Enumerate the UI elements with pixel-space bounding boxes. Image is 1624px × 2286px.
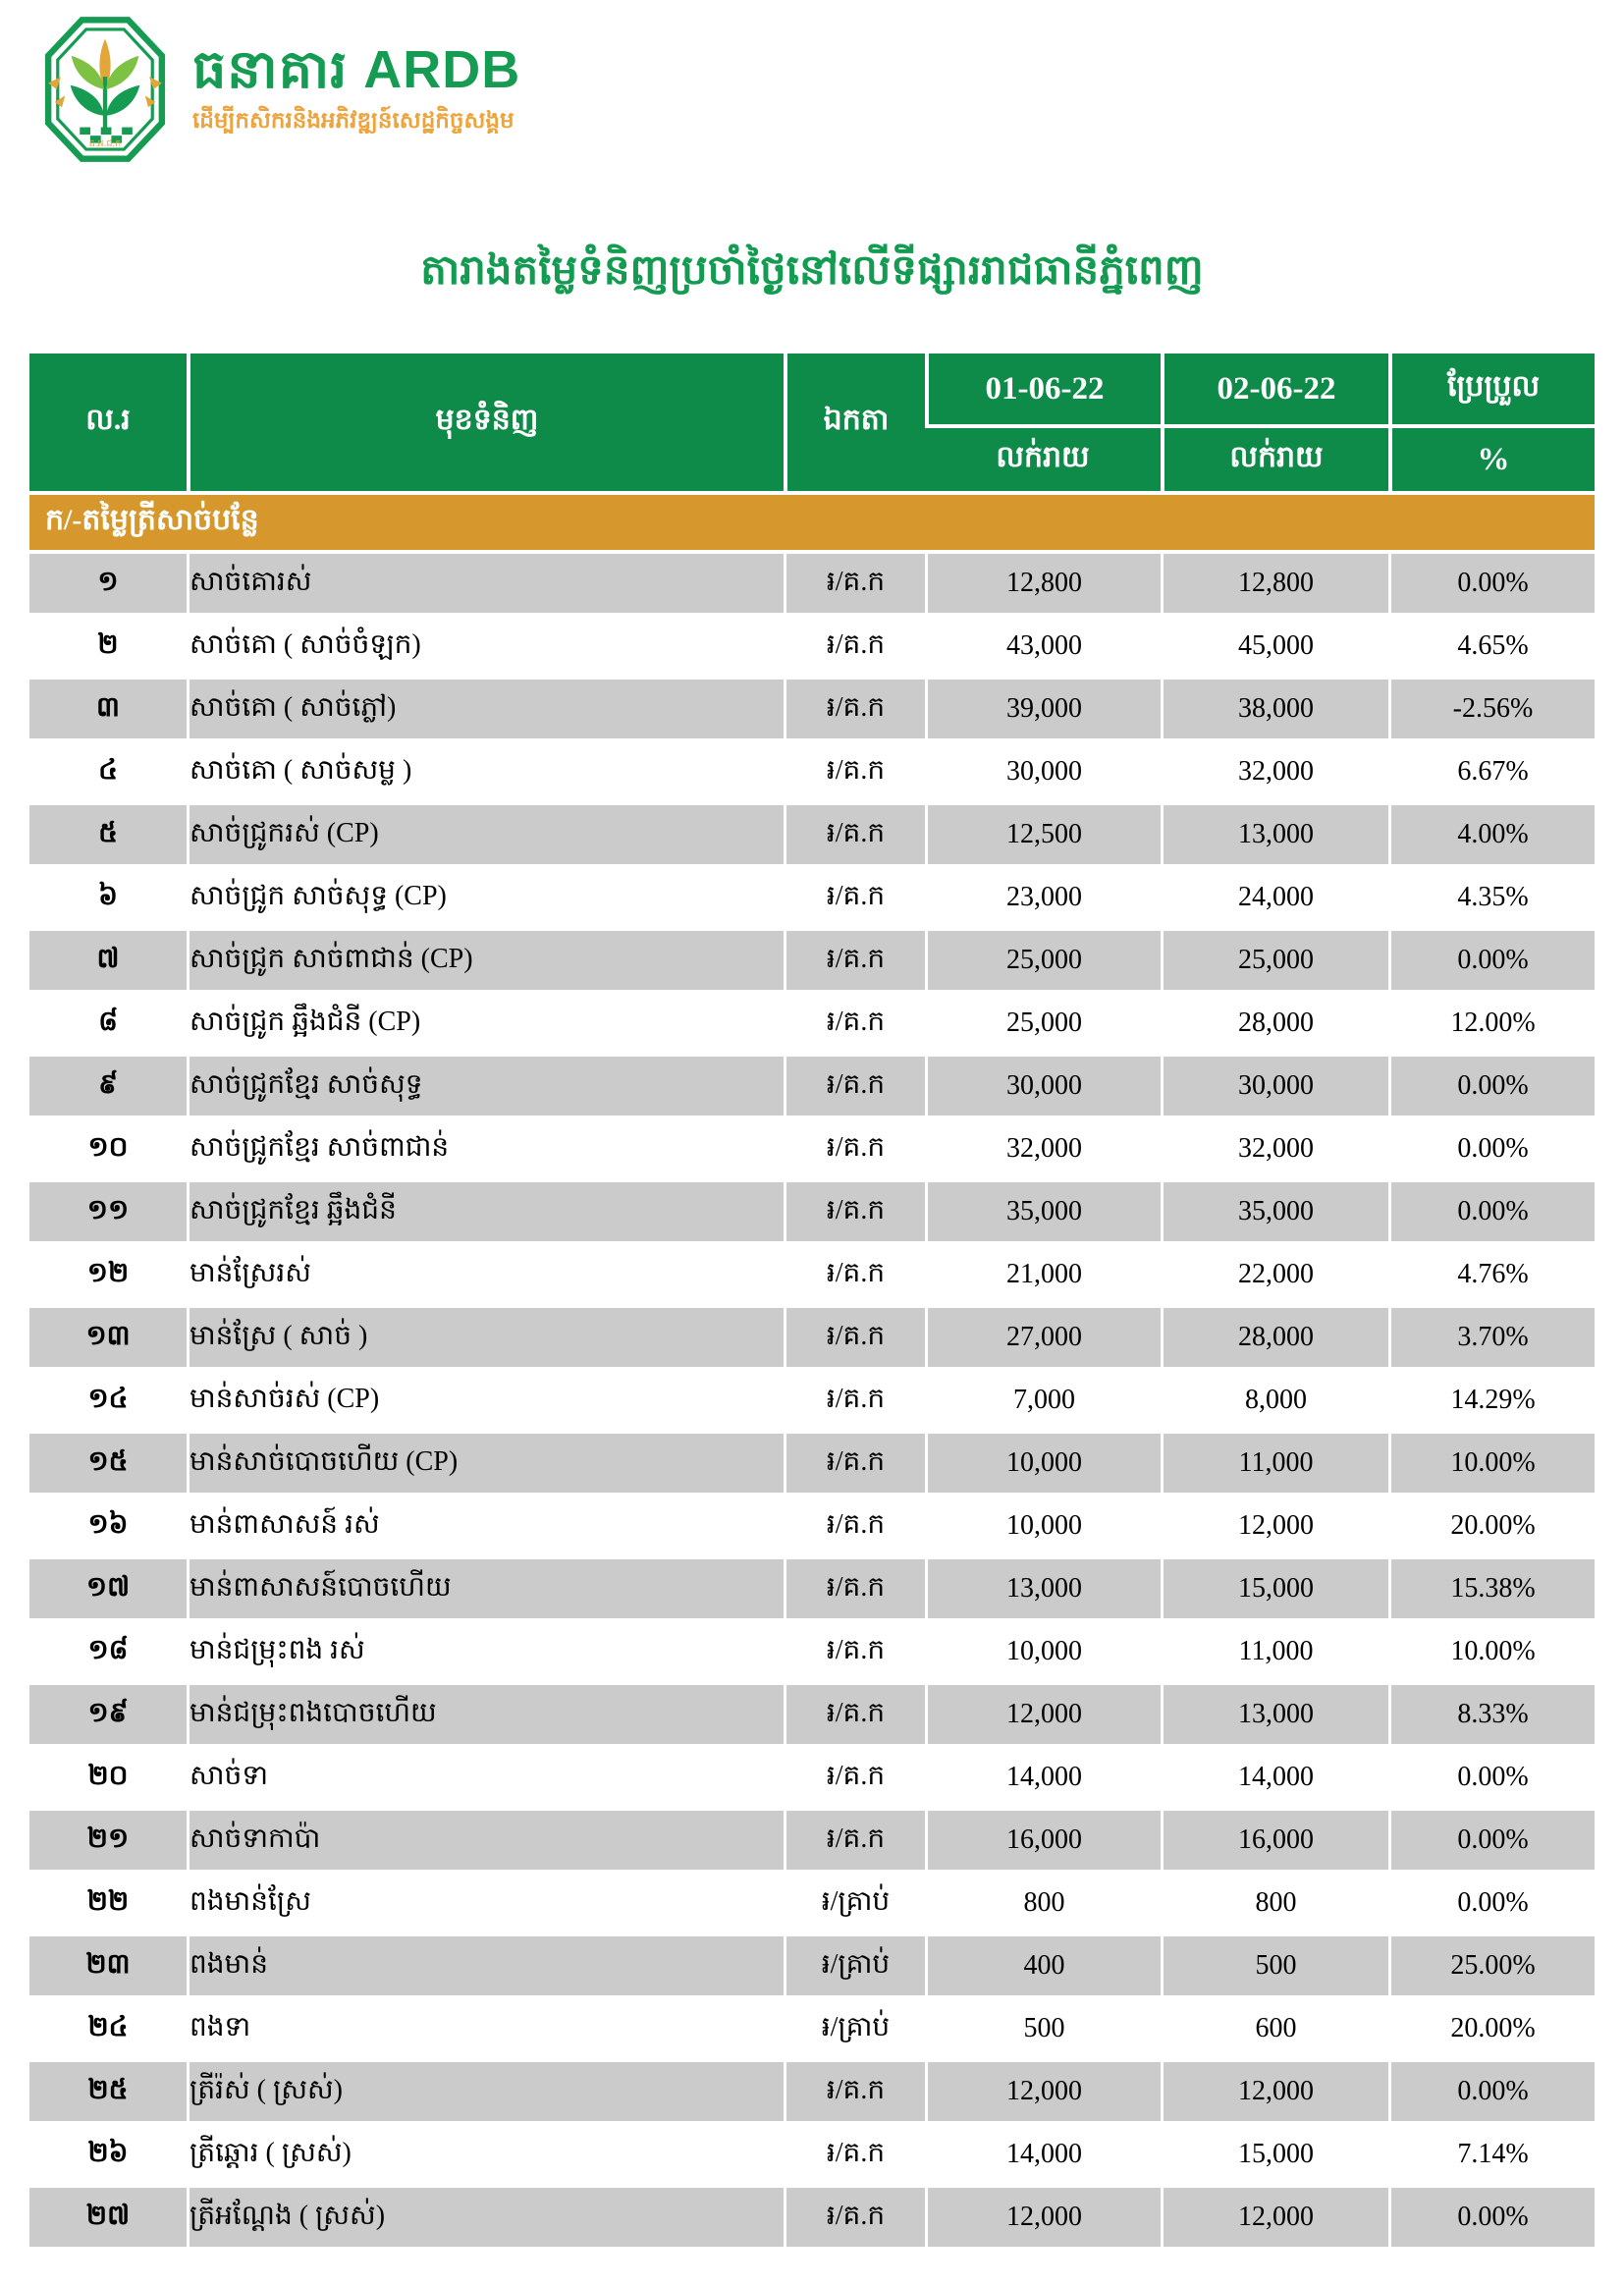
cell-name: មាន់សាច់រស់ (CP) xyxy=(187,1371,784,1434)
cell-unit: ៛/គ.ក xyxy=(784,617,925,680)
cell-unit: ៛/គ.ក xyxy=(784,868,925,931)
cell-price2: 28,000 xyxy=(1161,994,1388,1057)
cell-unit: ៛/គ.ក xyxy=(784,1434,925,1497)
cell-price1: 14,000 xyxy=(925,1748,1161,1811)
table-header xyxy=(29,354,1595,495)
cell-no: ១២ xyxy=(29,1245,187,1308)
cell-no: ១ xyxy=(29,554,187,617)
cell-price1: 10,000 xyxy=(925,1497,1161,1559)
cell-price2: 800 xyxy=(1161,1874,1388,1936)
header-unit: ឯកតា xyxy=(784,354,925,495)
cell-price2: 24,000 xyxy=(1161,868,1388,931)
table-row xyxy=(29,680,1595,742)
table-row xyxy=(29,2125,1595,2188)
cell-unit: ៛/គ.ក xyxy=(784,1057,925,1119)
table-row xyxy=(29,1497,1595,1559)
cell-no: ១១ xyxy=(29,1182,187,1245)
cell-no: ២៥ xyxy=(29,2062,187,2125)
cell-unit: ៛/គ.ក xyxy=(784,2188,925,2251)
cell-no: ២៤ xyxy=(29,1999,187,2062)
cell-name: សាច់ជ្រូកខ្មែរ សាច់សុទ្ធ xyxy=(187,1057,784,1119)
cell-unit: ៛/គ.ក xyxy=(784,805,925,868)
cell-price2: 30,000 xyxy=(1161,1057,1388,1119)
cell-price2: 15,000 xyxy=(1161,1559,1388,1622)
cell-change: 0.00% xyxy=(1388,2062,1595,2125)
cell-price2: 11,000 xyxy=(1161,1622,1388,1685)
cell-no: ៦ xyxy=(29,868,187,931)
cell-unit: ៛/គ.ក xyxy=(784,680,925,742)
cell-no: ៤ xyxy=(29,742,187,805)
cell-name: សាច់គោរស់ xyxy=(187,554,784,617)
cell-change: 0.00% xyxy=(1388,554,1595,617)
table-row xyxy=(29,1245,1595,1308)
cell-no: ៥ xyxy=(29,805,187,868)
cell-price1: 12,000 xyxy=(925,1685,1161,1748)
cell-price2: 500 xyxy=(1161,1936,1388,1999)
ardb-logo-icon xyxy=(37,16,173,163)
cell-name: ពងមាន់ស្រែ xyxy=(187,1874,784,1936)
table-row xyxy=(29,1622,1595,1685)
cell-price1: 43,000 xyxy=(925,617,1161,680)
cell-price1: 27,000 xyxy=(925,1308,1161,1371)
cell-name: សាច់ទា xyxy=(187,1748,784,1811)
cell-price2: 12,800 xyxy=(1161,554,1388,617)
cell-no: ២១ xyxy=(29,1811,187,1874)
table-row xyxy=(29,1874,1595,1936)
header-date-2: 02-06-22 xyxy=(1161,354,1388,428)
cell-unit: ៛/គ.ក xyxy=(784,1308,925,1371)
cell-price1: 12,800 xyxy=(925,554,1161,617)
cell-name: មាន់ស្រែរស់ xyxy=(187,1245,784,1308)
cell-change: 0.00% xyxy=(1388,1748,1595,1811)
table-row xyxy=(29,1936,1595,1999)
cell-name: មាន់ស្រែ ( សាច់ ) xyxy=(187,1308,784,1371)
cell-price1: 21,000 xyxy=(925,1245,1161,1308)
cell-price2: 12,000 xyxy=(1161,2188,1388,2251)
cell-price2: 16,000 xyxy=(1161,1811,1388,1874)
cell-change: 12.00% xyxy=(1388,994,1595,1057)
emblem-abbreviation: ធ.អ.ជ.ក xyxy=(88,137,122,149)
cell-unit: ៛/គ.ក xyxy=(784,1119,925,1182)
section-header-meat-fish-vegetables: ក/-តម្លៃត្រីសាច់បន្លែ xyxy=(29,495,1595,554)
cell-name: សាច់ជ្រូក ឆ្អឹងជំនី (CP) xyxy=(187,994,784,1057)
cell-price2: 32,000 xyxy=(1161,742,1388,805)
cell-change: 25.00% xyxy=(1388,1936,1595,1999)
table-row xyxy=(29,1434,1595,1497)
table-row xyxy=(29,2062,1595,2125)
cell-name: មាន់ជម្រុះពងបោចហើយ xyxy=(187,1685,784,1748)
cell-price1: 7,000 xyxy=(925,1371,1161,1434)
table-row xyxy=(29,1371,1595,1434)
cell-name: សាច់ជ្រូកខ្មែរ ឆ្អឹងជំនី xyxy=(187,1182,784,1245)
cell-change: 0.00% xyxy=(1388,1811,1595,1874)
cell-no: ១៣ xyxy=(29,1308,187,1371)
cell-no: ២៧ xyxy=(29,2188,187,2251)
cell-change: 10.00% xyxy=(1388,1622,1595,1685)
cell-unit: ៛/គ.ក xyxy=(784,742,925,805)
cell-change: 6.67% xyxy=(1388,742,1595,805)
cell-no: ១៩ xyxy=(29,1685,187,1748)
cell-change: 0.00% xyxy=(1388,931,1595,994)
cell-name: សាច់គោ ( សាច់ភ្លៅ) xyxy=(187,680,784,742)
cell-change: 8.33% xyxy=(1388,1685,1595,1748)
cell-unit: ៛/គ.ក xyxy=(784,1497,925,1559)
cell-price2: 28,000 xyxy=(1161,1308,1388,1371)
cell-price1: 14,000 xyxy=(925,2125,1161,2188)
cell-price1: 12,000 xyxy=(925,2062,1161,2125)
page-title: តារាងតម្លៃទំនិញប្រចាំថ្ងៃនៅលើទីផ្សាររាជធានីភ្នំពេញ xyxy=(420,248,1204,294)
cell-price1: 35,000 xyxy=(925,1182,1161,1245)
cell-unit: ៛/គ្រាប់ xyxy=(784,1936,925,1999)
cell-unit: ៛/គ.ក xyxy=(784,554,925,617)
header-retail-1: លក់រាយ xyxy=(925,428,1161,495)
cell-price1: 16,000 xyxy=(925,1811,1161,1874)
table-row xyxy=(29,1999,1595,2062)
cell-name: ពងមាន់ xyxy=(187,1936,784,1999)
cell-name: មាន់ជម្រុះពង រស់ xyxy=(187,1622,784,1685)
cell-name: ត្រីអណ្ដែង ( ស្រស់) xyxy=(187,2188,784,2251)
table-row xyxy=(29,617,1595,680)
cell-name: មាន់ពាសាសន៍ រស់ xyxy=(187,1497,784,1559)
cell-price2: 32,000 xyxy=(1161,1119,1388,1182)
table-row xyxy=(29,554,1595,617)
header-no: ល.រ xyxy=(29,354,187,495)
cell-change: -2.56% xyxy=(1388,680,1595,742)
cell-name: ពងទា xyxy=(187,1999,784,2062)
cell-no: ២២ xyxy=(29,1874,187,1936)
cell-unit: ៛/គ.ក xyxy=(784,931,925,994)
header-change: ប្រែប្រួល xyxy=(1388,354,1595,428)
cell-price1: 12,000 xyxy=(925,2188,1161,2251)
cell-unit: ៛/គ.ក xyxy=(784,2062,925,2125)
cell-unit: ៛/គ.ក xyxy=(784,1182,925,1245)
cell-price2: 22,000 xyxy=(1161,1245,1388,1308)
cell-price2: 12,000 xyxy=(1161,1497,1388,1559)
table-row xyxy=(29,1748,1595,1811)
table-row xyxy=(29,742,1595,805)
cell-no: ៨ xyxy=(29,994,187,1057)
cell-price1: 800 xyxy=(925,1874,1161,1936)
cell-price1: 10,000 xyxy=(925,1622,1161,1685)
table-row xyxy=(29,994,1595,1057)
cell-unit: ៛/គ.ក xyxy=(784,994,925,1057)
cell-change: 0.00% xyxy=(1388,2188,1595,2251)
cell-no: ១០ xyxy=(29,1119,187,1182)
cell-unit: ៛/គ្រាប់ xyxy=(784,1874,925,1936)
header-commodity: មុខទំនិញ xyxy=(187,354,784,495)
cell-change: 0.00% xyxy=(1388,1119,1595,1182)
cell-price1: 30,000 xyxy=(925,742,1161,805)
cell-no: ១៦ xyxy=(29,1497,187,1559)
cell-name: សាច់គោ ( សាច់ចំឡក) xyxy=(187,617,784,680)
cell-price2: 12,000 xyxy=(1161,2062,1388,2125)
cell-change: 4.76% xyxy=(1388,1245,1595,1308)
table-row xyxy=(29,868,1595,931)
cell-no: ១៤ xyxy=(29,1371,187,1434)
cell-name: សាច់ជ្រូកខ្មែរ សាច់ពាជាន់ xyxy=(187,1119,784,1182)
table-row xyxy=(29,1685,1595,1748)
cell-no: ៣ xyxy=(29,680,187,742)
cell-change: 10.00% xyxy=(1388,1434,1595,1497)
table-row xyxy=(29,805,1595,868)
brand-text xyxy=(192,39,520,138)
cell-name: សាច់ទាកាប៉ា xyxy=(187,1811,784,1874)
cell-price1: 13,000 xyxy=(925,1559,1161,1622)
cell-price2: 13,000 xyxy=(1161,1685,1388,1748)
header-percent: % xyxy=(1388,428,1595,495)
cell-unit: ៛/គ.ក xyxy=(784,1371,925,1434)
table-row xyxy=(29,1057,1595,1119)
cell-no: ១៨ xyxy=(29,1622,187,1685)
cell-price2: 15,000 xyxy=(1161,2125,1388,2188)
cell-price1: 25,000 xyxy=(925,931,1161,994)
table-row xyxy=(29,1182,1595,1245)
cell-price2: 8,000 xyxy=(1161,1371,1388,1434)
table-row xyxy=(29,1811,1595,1874)
cell-unit: ៛/គ្រាប់ xyxy=(784,1999,925,2062)
cell-unit: ៛/គ.ក xyxy=(784,2125,925,2188)
cell-no: ២៣ xyxy=(29,1936,187,1999)
brand-tagline: ដើម្បីកសិករនិងអភិវឌ្ឍន៍សេដ្ឋកិច្ចសង្គម xyxy=(192,107,514,133)
header-date-1: 01-06-22 xyxy=(925,354,1161,428)
cell-change: 0.00% xyxy=(1388,1874,1595,1936)
cell-no: ១៧ xyxy=(29,1559,187,1622)
cell-price2: 38,000 xyxy=(1161,680,1388,742)
cell-change: 4.35% xyxy=(1388,868,1595,931)
cell-change: 4.00% xyxy=(1388,805,1595,868)
cell-price1: 10,000 xyxy=(925,1434,1161,1497)
table-row xyxy=(29,1119,1595,1182)
cell-price1: 32,000 xyxy=(925,1119,1161,1182)
cell-name: សាច់ជ្រូក សាច់ពាជាន់ (CP) xyxy=(187,931,784,994)
header-retail-2: លក់រាយ xyxy=(1161,428,1388,495)
cell-price2: 13,000 xyxy=(1161,805,1388,868)
cell-unit: ៛/គ.ក xyxy=(784,1811,925,1874)
cell-no: ២៦ xyxy=(29,2125,187,2188)
cell-name: សាច់ជ្រូករស់ (CP) xyxy=(187,805,784,868)
cell-price1: 500 xyxy=(925,1999,1161,2062)
cell-price1: 25,000 xyxy=(925,994,1161,1057)
cell-price2: 35,000 xyxy=(1161,1182,1388,1245)
cell-name: ត្រីរ៉ស់ ( ស្រស់) xyxy=(187,2062,784,2125)
brand-name: ធនាគារ ARDB xyxy=(192,40,521,100)
cell-price1: 400 xyxy=(925,1936,1161,1999)
table-row xyxy=(29,931,1595,994)
cell-unit: ៛/គ.ក xyxy=(784,1748,925,1811)
cell-unit: ៛/គ.ក xyxy=(784,1559,925,1622)
cell-no: ២០ xyxy=(29,1748,187,1811)
cell-name: មាន់ពាសាសន៍បោចហើយ xyxy=(187,1559,784,1622)
cell-no: ១៥ xyxy=(29,1434,187,1497)
cell-change: 14.29% xyxy=(1388,1371,1595,1434)
cell-no: ៧ xyxy=(29,931,187,994)
price-table xyxy=(29,354,1595,2251)
cell-price2: 45,000 xyxy=(1161,617,1388,680)
cell-price2: 11,000 xyxy=(1161,1434,1388,1497)
cell-price1: 30,000 xyxy=(925,1057,1161,1119)
cell-no: ២ xyxy=(29,617,187,680)
cell-price2: 14,000 xyxy=(1161,1748,1388,1811)
table-body xyxy=(29,554,1595,2251)
table-row xyxy=(29,1308,1595,1371)
cell-no: ៩ xyxy=(29,1057,187,1119)
cell-unit: ៛/គ.ក xyxy=(784,1622,925,1685)
cell-change: 7.14% xyxy=(1388,2125,1595,2188)
cell-price1: 39,000 xyxy=(925,680,1161,742)
table-row xyxy=(29,1559,1595,1622)
cell-change: 0.00% xyxy=(1388,1057,1595,1119)
cell-name: មាន់សាច់បោចហើយ (CP) xyxy=(187,1434,784,1497)
table-row xyxy=(29,2188,1595,2251)
cell-name: ត្រីឆ្ដោរ ( ស្រស់) xyxy=(187,2125,784,2188)
cell-price2: 25,000 xyxy=(1161,931,1388,994)
cell-price1: 23,000 xyxy=(925,868,1161,931)
cell-change: 0.00% xyxy=(1388,1182,1595,1245)
cell-price1: 12,500 xyxy=(925,805,1161,868)
cell-change: 15.38% xyxy=(1388,1559,1595,1622)
cell-name: សាច់ជ្រូក សាច់សុទ្ធ (CP) xyxy=(187,868,784,931)
cell-unit: ៛/គ.ក xyxy=(784,1245,925,1308)
cell-change: 3.70% xyxy=(1388,1308,1595,1371)
cell-change: 4.65% xyxy=(1388,617,1595,680)
cell-price2: 600 xyxy=(1161,1999,1388,2062)
cell-change: 20.00% xyxy=(1388,1999,1595,2062)
cell-name: សាច់គោ ( សាច់សម្ល ) xyxy=(187,742,784,805)
brand-header xyxy=(37,16,520,163)
cell-change: 20.00% xyxy=(1388,1497,1595,1559)
cell-unit: ៛/គ.ក xyxy=(784,1685,925,1748)
